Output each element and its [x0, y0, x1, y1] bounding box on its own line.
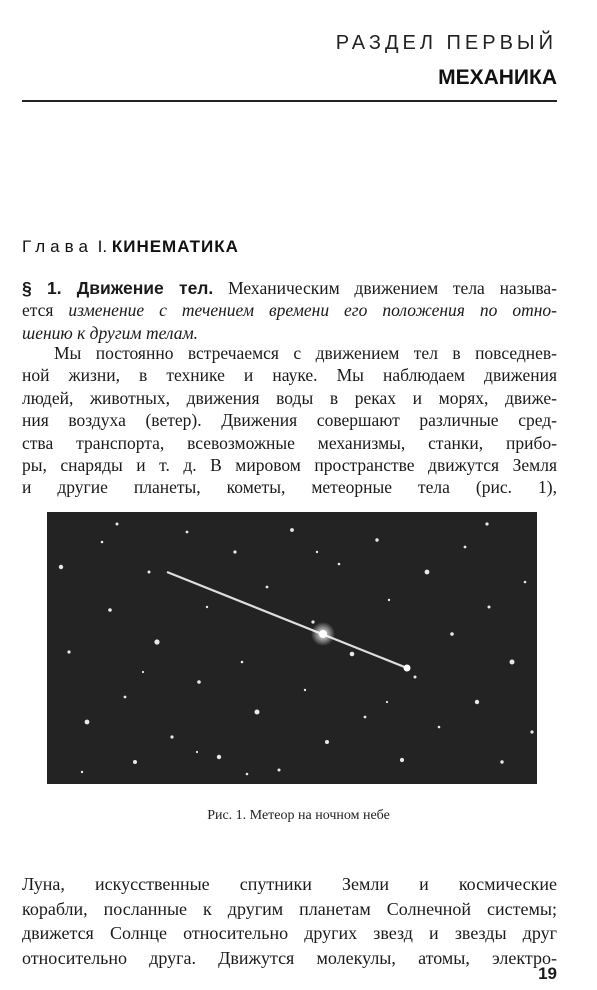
definition-word: ется: [22, 300, 54, 321]
chapter-number: I.: [97, 237, 108, 256]
paragraph-line: относительно друга. Движутся молекулы, атомы, электро-: [22, 947, 557, 968]
figure-caption: Рис. 1. Метеор на ночном небе: [207, 808, 390, 823]
chapter-heading: [22, 237, 239, 257]
night-sky-image: [47, 512, 537, 784]
header-rule: [22, 100, 557, 102]
paragraph-line: Луна, искусственные спутники Земли и космические: [22, 874, 557, 894]
paragraph-line: [22, 299, 557, 321]
paragraph-line: и другие планеты, кометы, метеорные тела (рис. 1),: [22, 477, 557, 498]
definition-start: Механическим движением тела называ-: [228, 278, 557, 298]
section-title: МЕХАНИКА: [438, 66, 557, 89]
paragraph-examples: [22, 342, 557, 499]
definition-italic: изменение с течением времени его положения по отно-: [68, 300, 558, 321]
chapter-title: КИНЕМАТИКА: [111, 237, 239, 256]
chapter-prefix: Глава: [22, 237, 93, 256]
paragraph-continuation: [22, 872, 557, 970]
section-mark: § 1. Движение тел.: [22, 278, 214, 298]
paragraph-line: ной жизни, в технике и науке. Мы наблюдаем движения: [22, 365, 557, 386]
paragraph-definition: [22, 277, 557, 344]
paragraph-line: шению к другим телам.: [22, 322, 199, 343]
paragraph-line: людей, животных, движения воды в реках и морях, движе-: [22, 387, 557, 408]
paragraph-line: корабли, посланные к другим планетам Солнечной системы;: [22, 898, 557, 919]
meteor-photo: [47, 512, 537, 784]
paragraph-line: [22, 277, 557, 299]
page-number: 19: [538, 964, 557, 983]
section-label: РАЗДЕЛ ПЕРВЫЙ: [335, 32, 557, 54]
paragraph-line: Мы постоянно встречаемся с движением тел в повседнев-: [54, 343, 557, 363]
paragraph-line: ния воздуха (ветер). Движения совершают различные сред-: [22, 410, 557, 431]
paragraph-line: ства транспорта, всевозможные механизмы, станки, прибо-: [22, 432, 557, 453]
paragraph-line: ры, снаряды и т. д. В мировом пространстве движутся Земля: [22, 455, 557, 476]
paragraph-line: движется Солнце относительно других звезд и звезды друг: [22, 923, 557, 943]
